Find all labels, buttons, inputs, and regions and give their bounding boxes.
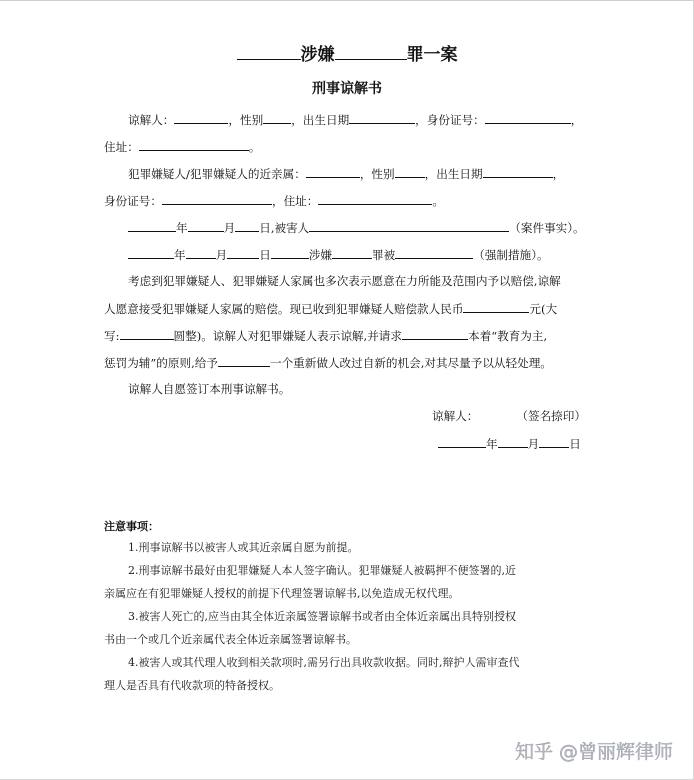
sign-month-blank: [498, 436, 528, 448]
body-line-3: [104, 328, 547, 343]
sign-day-blank: [539, 436, 569, 448]
suspected-label: 涉嫌: [308, 248, 333, 262]
body-line-1: 考虑到犯罪嫌疑人、犯罪嫌疑人家属也多次表示愿意在力所能及范围内予以赔偿,谅解: [128, 274, 561, 288]
punct: ，: [552, 167, 565, 181]
gender-blank: [395, 166, 425, 178]
relative-label: 犯罪嫌疑人/犯罪嫌疑人的近亲属：: [128, 167, 306, 181]
forgiver-line-1: [128, 112, 582, 127]
address-blank: [318, 193, 432, 205]
title-crime-blank: [335, 45, 407, 60]
crime-blank: [332, 247, 372, 259]
note-4b: 理人是否具有代收款项的特备授权。: [104, 679, 280, 692]
signature-date-line: [438, 436, 581, 451]
note-2a: 2.刑事谅解书最好由犯罪嫌疑人本人签字确认。犯罪嫌疑人被羁押不便签署的,近: [128, 564, 516, 577]
day-label: 日: [569, 437, 581, 451]
title-name-blank: [237, 45, 301, 60]
id-blank: [485, 112, 571, 124]
body-text: 圆整)。谅解人对犯罪嫌疑人表示谅解,并请求: [173, 329, 402, 343]
id-blank: [162, 193, 272, 205]
day-label: 日: [259, 248, 271, 262]
note-2b: 亲属应在有犯罪嫌疑人授权的前提下代理签署谅解书,以免造成无权代理。: [104, 587, 460, 600]
measure-suffix: （强制措施）。: [473, 248, 549, 262]
note-3a: 3.被害人死亡的,应当由其全体近亲属签署谅解书或者由全体近亲属出具特别授权: [128, 610, 516, 623]
year-blank: [128, 247, 174, 259]
body-text: 惩罚为辅”的原则,给予: [104, 356, 218, 370]
body-text: 本着“教育为主,: [468, 329, 548, 343]
year-label: 年: [176, 221, 188, 235]
request-blank: [402, 328, 468, 340]
gender-blank: [263, 112, 291, 124]
measure-blank: [395, 247, 473, 259]
body-text: 人愿意接受犯罪嫌疑人家属的赔偿。现已收到犯罪嫌疑人赔偿款人民币: [104, 302, 464, 316]
birthdate-blank: [349, 112, 415, 124]
punct: 。: [432, 194, 444, 208]
signature-label: 谅解人：: [432, 409, 479, 423]
body-line-2: [104, 301, 557, 316]
zhihu-watermark: 知乎 @曾丽辉律师: [515, 741, 674, 763]
day-blank: [227, 247, 259, 259]
case-fact-blank: [309, 220, 509, 232]
address-label: 住址：: [104, 140, 139, 154]
address-blank: [139, 139, 249, 151]
month-label: 月: [215, 248, 228, 262]
id-label: ，身份证号：: [415, 113, 485, 127]
crime-label: 罪被: [372, 248, 396, 262]
body-text: 一个重新做人改过自新的机会,对其尽量予以从轻处理。: [269, 356, 552, 370]
amount-blank: [463, 301, 529, 313]
year-label: 年: [486, 437, 498, 451]
case-fact-line: [128, 220, 585, 235]
year-label: 年: [174, 248, 186, 262]
title-part1: 涉嫌: [300, 45, 335, 65]
birthdate-label: ，出生日期: [291, 113, 350, 127]
body-text: 元(大: [529, 302, 558, 316]
page-border-top: [0, 0, 694, 1]
forgiver-name-blank: [174, 112, 228, 124]
note-1: 1.刑事谅解书以被害人或其近亲属自愿为前提。: [128, 541, 359, 554]
amount-words-blank: [120, 328, 174, 340]
punct: ，: [570, 113, 583, 127]
forgiver-label: 谅解人：: [128, 113, 175, 127]
suspect-blank: [218, 355, 270, 367]
birthdate-blank: [483, 166, 553, 178]
month-blank: [186, 247, 216, 259]
month-label: 月: [223, 221, 236, 235]
body-line-5: 谅解人自愿签订本刑事谅解书。: [128, 382, 291, 396]
document-subtitle: 刑事谅解书: [312, 81, 382, 97]
id-label: 身份证号：: [104, 194, 162, 208]
signature-note: （签名捺印）: [516, 409, 586, 423]
measures-line: [128, 247, 549, 262]
punct: 。: [248, 140, 261, 154]
title-part2: 罪一案: [406, 45, 458, 65]
day-blank: [235, 220, 259, 232]
suspect-name-blank: [271, 247, 309, 259]
month-label: 月: [527, 437, 540, 451]
month-blank: [188, 220, 224, 232]
gender-label: ，性别: [228, 113, 264, 127]
note-3b: 书由一个或几个近亲属代表全体近亲属签署谅解书。: [104, 633, 357, 646]
body-text: 写:: [104, 329, 120, 343]
day-victim-label: 日,被害人: [259, 221, 310, 235]
document-title: [0, 40, 694, 65]
gender-label: ，性别: [359, 167, 395, 181]
relative-line-1: [128, 166, 564, 181]
forgiver-line-2: [104, 139, 260, 154]
sign-year-blank: [438, 436, 486, 448]
case-fact-suffix: （案件事实）。: [509, 221, 585, 235]
birthdate-label: ，出生日期: [424, 167, 483, 181]
signature-line: [432, 409, 586, 423]
relative-line-2: [104, 193, 444, 208]
year-blank: [128, 220, 176, 232]
relative-name-blank: [306, 166, 360, 178]
body-line-4: [104, 355, 552, 370]
note-4a: 4.被害人或其代理人收到相关款项时,需另行出具收款收据。同时,辩护人需审查代: [128, 656, 520, 669]
notes-title: 注意事项：: [104, 520, 159, 533]
address-label: ，住址：: [271, 194, 319, 208]
